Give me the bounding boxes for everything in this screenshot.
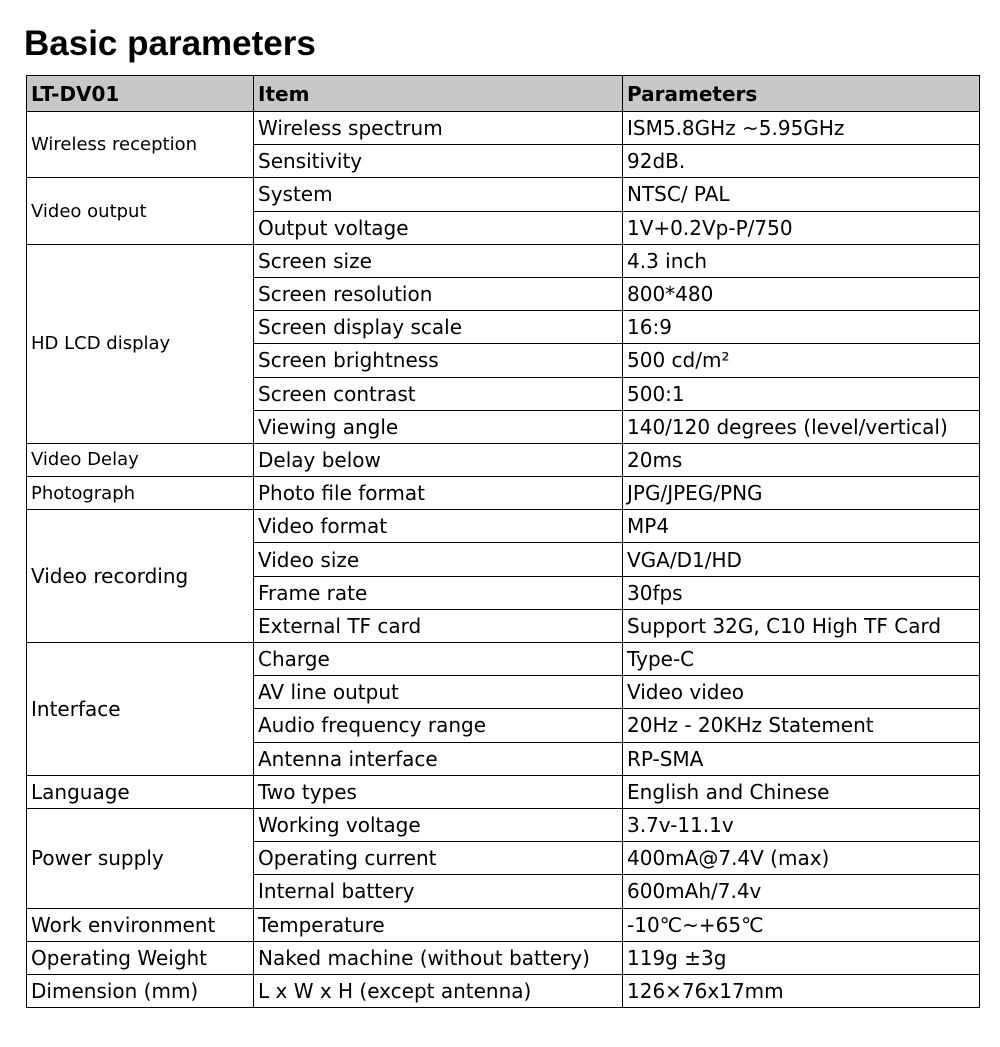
item-cell: Audio frequency range — [254, 709, 623, 742]
table-row — [27, 974, 980, 1007]
item-cell: Operating current — [254, 842, 623, 875]
item-cell: Screen contrast — [254, 377, 623, 410]
item-cell: Charge — [254, 643, 623, 676]
category-cell: Language — [27, 775, 254, 808]
item-cell: External TF card — [254, 609, 623, 642]
table-row — [27, 941, 980, 974]
category-cell: Operating Weight — [27, 941, 254, 974]
table-row — [27, 443, 980, 476]
parameter-cell: 119g ±3g — [623, 941, 980, 974]
parameter-cell: 20ms — [623, 443, 980, 476]
parameter-cell: 16:9 — [623, 311, 980, 344]
parameter-cell: Support 32G, C10 High TF Card — [623, 609, 980, 642]
table-row — [27, 908, 980, 941]
item-cell: Video size — [254, 543, 623, 576]
parameter-cell: 140/120 degrees (level/vertical) — [623, 410, 980, 443]
page-title: Basic parameters — [24, 24, 316, 63]
item-cell: Photo file format — [254, 477, 623, 510]
parameter-cell: VGA/D1/HD — [623, 543, 980, 576]
parameter-cell: 92dB. — [623, 145, 980, 178]
parameter-cell: MP4 — [623, 510, 980, 543]
parameter-cell: 500:1 — [623, 377, 980, 410]
item-cell: L x W x H (except antenna) — [254, 974, 623, 1007]
category-cell: Dimension (mm) — [27, 974, 254, 1007]
table-row — [27, 112, 980, 145]
parameter-cell: 800*480 — [623, 277, 980, 310]
parameter-cell: 600mAh/7.4v — [623, 875, 980, 908]
table-row — [27, 643, 980, 676]
parameter-cell: 500 cd/m² — [623, 344, 980, 377]
parameter-cell: RP-SMA — [623, 742, 980, 775]
column-header-item: Item — [254, 76, 623, 112]
category-cell: Work environment — [27, 908, 254, 941]
item-cell: Temperature — [254, 908, 623, 941]
item-cell: Output voltage — [254, 211, 623, 244]
item-cell: Working voltage — [254, 808, 623, 841]
parameter-cell: 3.7v-11.1v — [623, 808, 980, 841]
table-row — [27, 244, 980, 277]
item-cell: Naked machine (without battery) — [254, 941, 623, 974]
item-cell: Screen size — [254, 244, 623, 277]
item-cell: Video format — [254, 510, 623, 543]
category-cell: Video recording — [27, 510, 254, 643]
item-cell: Screen resolution — [254, 277, 623, 310]
table-row — [27, 808, 980, 841]
column-header-parameters: Parameters — [623, 76, 980, 112]
parameter-cell: ISM5.8GHz ~5.95GHz — [623, 112, 980, 145]
parameter-cell: 1V+0.2Vp-P/750 — [623, 211, 980, 244]
category-cell: Video output — [27, 178, 254, 244]
item-cell: System — [254, 178, 623, 211]
item-cell: Sensitivity — [254, 145, 623, 178]
parameter-cell: Video video — [623, 676, 980, 709]
parameter-cell: 4.3 inch — [623, 244, 980, 277]
category-cell: Video Delay — [27, 443, 254, 476]
item-cell: Wireless spectrum — [254, 112, 623, 145]
parameter-cell: 400mA@7.4V (max) — [623, 842, 980, 875]
parameter-cell: Type-C — [623, 643, 980, 676]
item-cell: Viewing angle — [254, 410, 623, 443]
column-header-model: LT-DV01 — [27, 76, 254, 112]
parameter-cell: -10℃~+65℃ — [623, 908, 980, 941]
table-row — [27, 178, 980, 211]
parameter-cell: 20Hz - 20KHz Statement — [623, 709, 980, 742]
category-cell: HD LCD display — [27, 244, 254, 443]
item-cell: AV line output — [254, 676, 623, 709]
item-cell: Screen brightness — [254, 344, 623, 377]
parameter-cell: JPG/JPEG/PNG — [623, 477, 980, 510]
table-row — [27, 775, 980, 808]
category-cell: Power supply — [27, 808, 254, 908]
item-cell: Delay below — [254, 443, 623, 476]
item-cell: Screen display scale — [254, 311, 623, 344]
parameter-cell: 126×76x17mm — [623, 974, 980, 1007]
table-row — [27, 477, 980, 510]
category-cell: Interface — [27, 643, 254, 776]
item-cell: Antenna interface — [254, 742, 623, 775]
table-row — [27, 510, 980, 543]
item-cell: Frame rate — [254, 576, 623, 609]
table-body — [27, 112, 980, 1008]
category-cell: Wireless reception — [27, 112, 254, 178]
parameter-cell: English and Chinese — [623, 775, 980, 808]
parameter-cell: NTSC/ PAL — [623, 178, 980, 211]
parameters-table — [26, 75, 980, 1008]
category-cell: Photograph — [27, 477, 254, 510]
parameter-cell: 30fps — [623, 576, 980, 609]
item-cell: Internal battery — [254, 875, 623, 908]
table-header-row — [27, 76, 980, 112]
item-cell: Two types — [254, 775, 623, 808]
